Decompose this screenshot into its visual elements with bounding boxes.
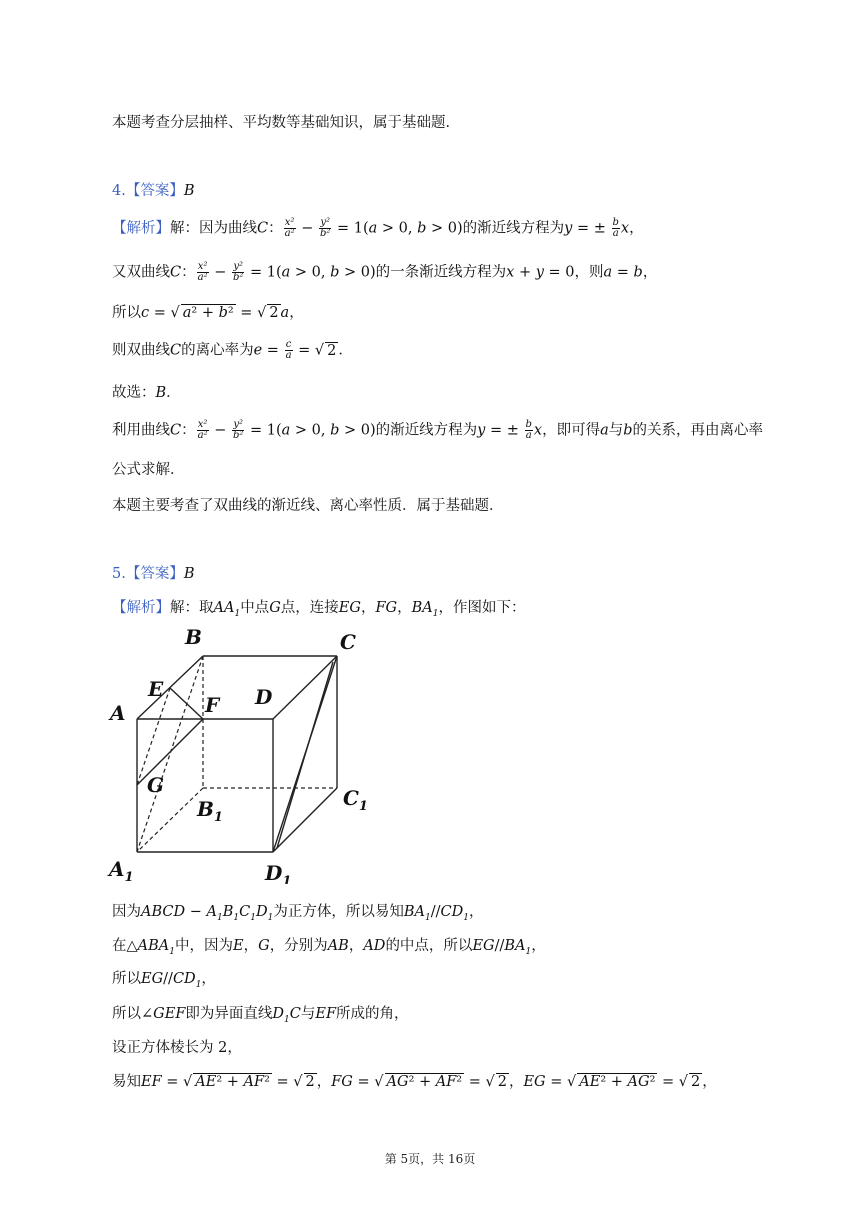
label-C: C	[340, 630, 356, 654]
label-A1: $A_1$	[109, 857, 134, 884]
text-span: 利用曲线	[112, 422, 170, 439]
label-E: E	[148, 677, 164, 701]
text-span: 的中点，所以	[385, 938, 473, 954]
text-line: 利用曲线C： $\frac{\text{x²}}{\text{a²}}$ − $\frac{\text{y²}}{\text{b²}}$ = 1(a > 0, b > 0)的渐近线方程为y = ± $\frac{b}{a}$ x，即可得a与b的关系，再由离心率	[112, 419, 764, 441]
text-span: 解：因为曲线	[170, 220, 257, 237]
answer-value: B	[183, 566, 195, 582]
question-number: 5.	[112, 566, 126, 582]
text-line: 设正方体棱长为 2，	[112, 1040, 242, 1056]
text-line: 本题主要考查了双曲线的渐近线、离心率性质．属于基础题．	[112, 498, 504, 514]
text-line: 又双曲线C： $\frac{\text{x²}}{\text{a²}}$ − $\frac{\text{y²}}{\text{b²}}$ = 1(a > 0, b > 0)的一条渐近线方程为x + y = 0，则a = b，	[112, 261, 658, 283]
text-span: ，作图如下：	[438, 600, 526, 616]
page-footer: 第 5页，共 16页	[384, 1152, 476, 1166]
text-span: 解：取	[170, 600, 214, 616]
text-span: 故选：	[112, 385, 156, 401]
analysis-tag: 【解析】	[112, 600, 170, 616]
text-span: 为正方体，所以易知	[273, 904, 404, 920]
label-G: G	[147, 773, 165, 797]
text-span: 的关系，再由离心率	[632, 422, 764, 439]
text-span: 中，因为	[175, 938, 233, 954]
text-span: 的渐近线方程为	[462, 220, 565, 237]
text-line: 【解析】解：因为曲线C： $\frac{\text{x²}}{\text{a²}}$ − $\frac{\text{y²}}{\text{b²}}$ = 1(a > 0, b > 0)的渐近线方程为y = ± $\frac{b}{a}$ x，	[112, 217, 644, 239]
answer-tag: 【答案】	[125, 183, 184, 199]
text-span: 的离心率为	[181, 342, 254, 359]
label-A: A	[110, 701, 126, 725]
text-span: 因为	[112, 904, 141, 920]
text-line: 所以$EG//CD_1$，	[112, 971, 216, 990]
text-line: 因为ABCD − $A_1B_1C_1D_1$为正方体，所以易知$BA_1//CD_1$，	[112, 904, 484, 923]
text-span: 点，连接	[280, 600, 339, 616]
text-span: 与	[608, 422, 624, 439]
question-number: 4.	[112, 183, 126, 199]
analysis-tag: 【解析】	[112, 220, 170, 237]
answer-line-q4	[112, 181, 195, 201]
text-line: 【解析】解：取$AA_1$中点G点，连接EG，FG，$BA_1$，作图如下：	[112, 600, 526, 619]
text-span: 中点	[240, 600, 270, 616]
text-line: 本题考查分层抽样、平均数等基础知识，属于基础题．	[112, 115, 460, 131]
text-span: ，分别为	[269, 938, 328, 954]
text-span: 在△	[112, 938, 138, 954]
text-span: 所以	[112, 971, 141, 987]
text-span: ，则	[574, 264, 604, 281]
text-span: 的一条渐近线方程为	[375, 264, 507, 281]
answer-tag: 【答案】	[125, 566, 184, 582]
text-span: 的渐近线方程为	[375, 422, 478, 439]
text-span: 又双曲线	[112, 264, 170, 281]
label-B1: $B_1$	[197, 797, 223, 825]
text-line: 易知EF = √ AE² + AF² = √ 2 ，FG = √ AG² + AF² = √ 2 ，EG = √ AE² + AG² = √ 2 ，	[112, 1074, 717, 1090]
text-line: 在$\triangle ABA_1$中，因为E，G，分别为AB，AD的中点，所以$EG//BA_1$，	[112, 938, 546, 957]
cube-figure	[105, 622, 395, 884]
text-line: 所以∠GEF即为异面直线$D_1C$与EF所成的角，	[112, 1006, 409, 1025]
text-span: 则双曲线	[112, 342, 170, 359]
text-line: 则双曲线C的离心率为e = $\frac{c}{a}$ = √ 2 ．	[112, 339, 353, 361]
label-F: F	[205, 693, 220, 717]
text-span: 即为异面直线	[185, 1006, 273, 1022]
text-span: 易知	[112, 1074, 141, 1090]
text-span: 与	[300, 1006, 316, 1022]
answer-line-q5	[112, 564, 195, 584]
text-span: ，即可得	[542, 422, 601, 439]
text-span: 所以	[112, 305, 141, 321]
answer-value: B	[183, 183, 195, 199]
label-D1: $D_1$	[265, 861, 292, 884]
label-B: B	[185, 625, 202, 649]
label-D: D	[255, 685, 273, 709]
text-line: 故选：B．	[112, 385, 181, 401]
text-line: 公式求解．	[112, 462, 185, 478]
label-C1: $C_1$	[343, 786, 368, 814]
text-span: 所以∠	[112, 1006, 154, 1022]
text-line: 所以c = √ a² + b² = √ 2 a，	[112, 305, 304, 321]
text-span: 所成的角，	[336, 1006, 409, 1022]
